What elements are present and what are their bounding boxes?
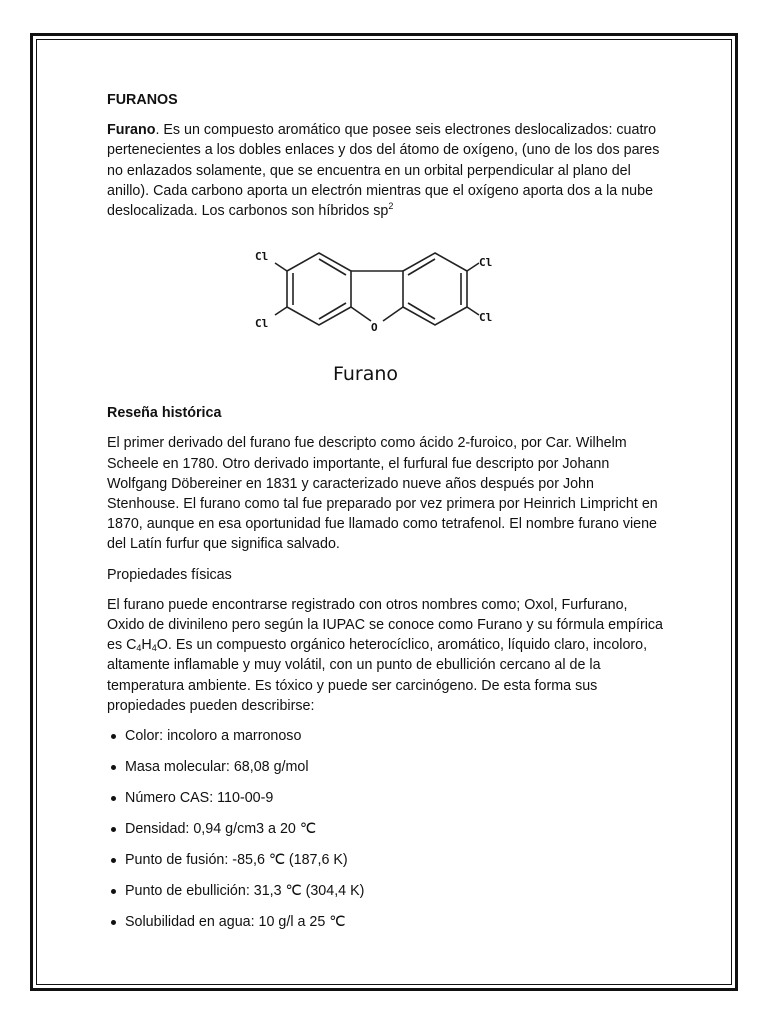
intro-term: Furano bbox=[107, 122, 156, 139]
document-body bbox=[107, 90, 667, 943]
properties-list bbox=[107, 726, 667, 932]
cl-label-top-right: Cl bbox=[479, 256, 493, 270]
properties-text-before: El furano puede encontrarse registrado con otros nombres como; Oxol, Furfurano, Oxido de divinileno pero según la IUPAC se conoce como Furano y su fórmula empírica es C bbox=[107, 596, 664, 654]
figure-caption: Furano bbox=[333, 363, 399, 386]
history-heading: Reseña histórica bbox=[107, 405, 222, 422]
formula-sub-1: 4 bbox=[136, 643, 142, 654]
list-item: Solubilidad en agua: 10 g/l a 25 ℃ bbox=[107, 912, 667, 932]
list-item: Número CAS: 110-00-9 bbox=[107, 788, 667, 808]
molecule-figure bbox=[107, 233, 667, 393]
list-item: Punto de fusión: -85,6 ℃ (187,6 K) bbox=[107, 850, 667, 870]
properties-text-after: O. Es un compuesto orgánico heterocíclico, aromático, líquido claro, incoloro, altamente inflamable y muy volátil, con un punto de ebullición cercano al de la temperatura ambiente. Es tóxico y puede ser carcinógeno. De esta forma sus propiedades pueden describirse: bbox=[107, 637, 648, 714]
history-paragraph: El primer derivado del furano fue descripto como ácido 2-furoico, por Car. Wilhelm Scheele en 1780. Otro derivado importante, el furfural fue descripto por Johann Wolfgang Döbereiner en 1831 y caracterizado nueve años después por John Stenhouse. El furano como tal fue preparado por vez primera por Heinrich Limpricht en 1870, aunque en esa oportunidad fue llamado como tetrafenol. El nombre furano viene del Latín furfur que significa salvado. bbox=[107, 435, 658, 553]
document-title: FURANOS bbox=[107, 92, 178, 108]
molecule-diagram bbox=[257, 233, 497, 361]
list-item: Masa molecular: 68,08 g/mol bbox=[107, 757, 667, 777]
intro-text: . Es un compuesto aromático que posee seis electrones deslocalizados: cuatro pertenecientes a los dobles enlaces y dos del átomo de oxígeno, (uno de los dos pares no enlazados solamente, que se encuentra en un orbital perpendicular al plano del anillo). Cada carbono aporta un electrón mientras que el oxígeno aporta dos a la nube deslocalizada. Los carbonos son híbridos sp bbox=[107, 122, 660, 220]
cl-label-bottom-right: Cl bbox=[479, 311, 493, 325]
oxygen-label: O bbox=[371, 321, 378, 335]
intro-superscript: 2 bbox=[388, 201, 394, 212]
list-item: Color: incoloro a marronoso bbox=[107, 726, 667, 746]
cl-label-bottom-left: Cl bbox=[255, 317, 269, 331]
formula-mid: H bbox=[141, 637, 152, 654]
intro-paragraph bbox=[107, 120, 667, 221]
properties-heading: Propiedades físicas bbox=[107, 566, 232, 583]
formula-sub-2: 4 bbox=[151, 643, 157, 654]
cl-label-top-left: Cl bbox=[255, 250, 269, 264]
list-item: Densidad: 0,94 g/cm3 a 20 ℃ bbox=[107, 819, 667, 839]
properties-paragraph bbox=[107, 595, 667, 716]
list-item: Punto de ebullición: 31,3 ℃ (304,4 K) bbox=[107, 881, 667, 901]
